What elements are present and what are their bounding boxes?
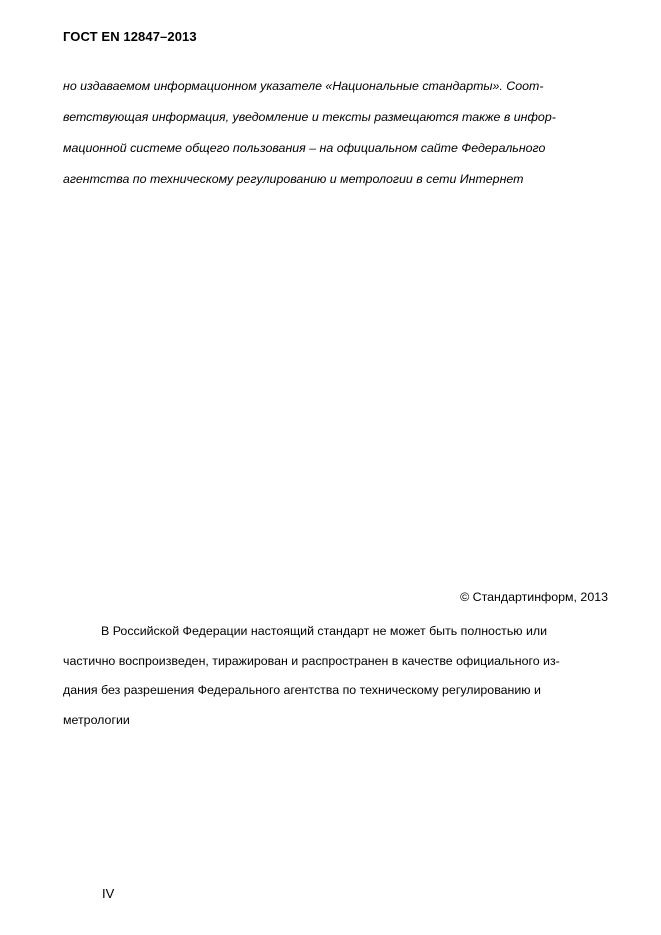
reproduction-notice: [63, 621, 608, 739]
intro-line: агентства по техническому регулированию и метрологии в сети Интернет: [63, 172, 524, 186]
page-number: IV: [102, 886, 115, 901]
copyright-notice: © Стандартинформ, 2013: [460, 590, 608, 604]
intro-line: но издаваемом информационном указателе «Национальные стандарты». Соот-: [63, 79, 544, 93]
notice-line: метрологии: [63, 712, 130, 727]
notice-line: В Российской Федерации настоящий стандарт не может быть полностью или: [101, 624, 548, 638]
intro-line: ветствующая информация, уведомление и тексты размещаются также в инфор-: [63, 110, 556, 124]
document-code-header: ГОСТ EN 12847–2013: [63, 29, 197, 44]
notice-line: частично воспроизведен, тиражирован и распространен в качестве официального из-: [63, 653, 560, 668]
notice-line: дания без разрешения Федерального агентства по техническому регулированию и: [63, 683, 541, 697]
intro-paragraph: [63, 76, 608, 200]
intro-line: мационной системе общего пользования – на официальном сайте Федерального: [63, 141, 546, 155]
